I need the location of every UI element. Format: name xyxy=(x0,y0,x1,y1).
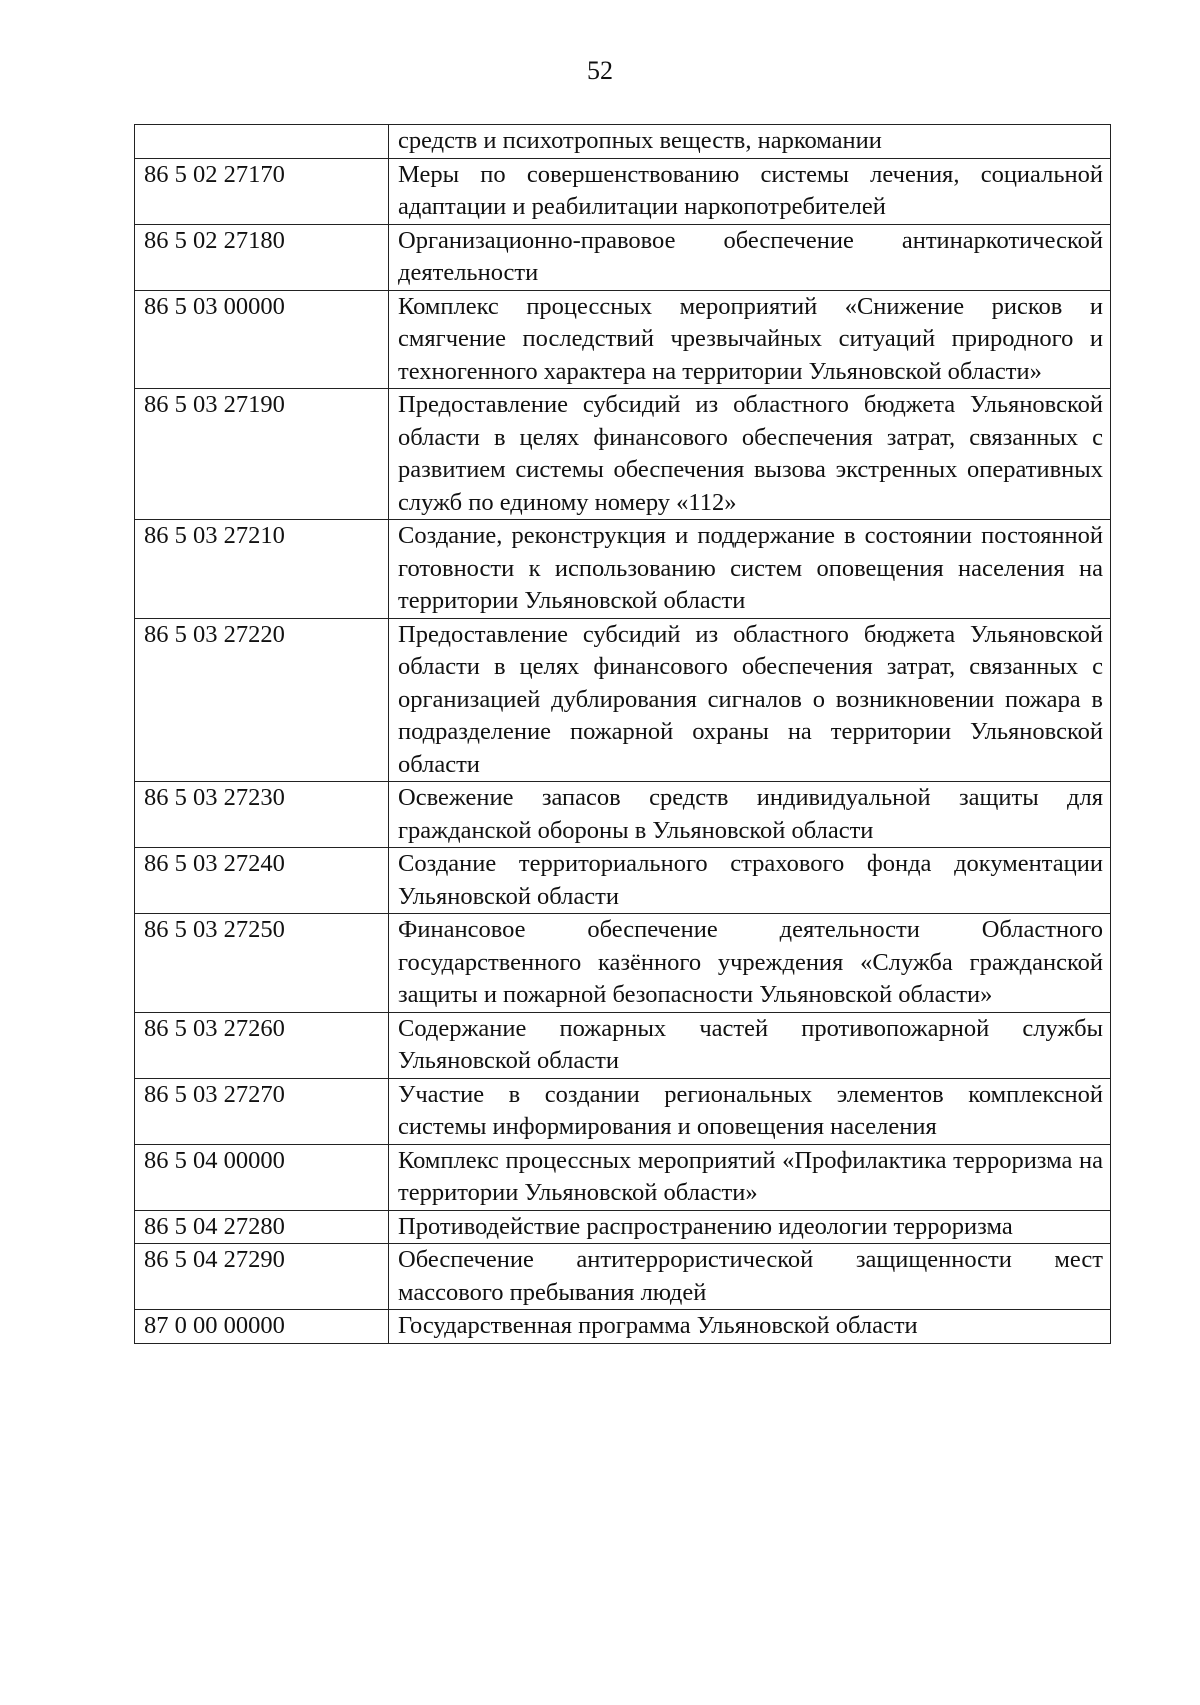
table-row xyxy=(135,125,1111,159)
code-cell: 86 5 02 27180 xyxy=(135,224,389,290)
table-row xyxy=(135,389,1111,520)
code-cell: 86 5 03 27260 xyxy=(135,1012,389,1078)
description-cell: Обеспечение антитеррористической защищенности мест массового пребывания людей xyxy=(389,1244,1111,1310)
table-row xyxy=(135,1210,1111,1244)
table-row xyxy=(135,618,1111,782)
code-cell: 86 5 03 27230 xyxy=(135,782,389,848)
code-cell: 86 5 03 27210 xyxy=(135,520,389,619)
code-cell: 86 5 03 00000 xyxy=(135,290,389,389)
description-cell: Финансовое обеспечение деятельности Областного государственного казённого учреждения «Служба гражданской защиты и пожарной безопасности Ульяновской области» xyxy=(389,914,1111,1013)
description-cell: Содержание пожарных частей противопожарной службы Ульяновской области xyxy=(389,1012,1111,1078)
description-cell: Освежение запасов средств индивидуальной защиты для гражданской обороны в Ульяновской области xyxy=(389,782,1111,848)
table-row xyxy=(135,520,1111,619)
table-row xyxy=(135,914,1111,1013)
code-cell xyxy=(135,125,389,159)
description-cell: Организационно-правовое обеспечение антинаркотической деятельности xyxy=(389,224,1111,290)
code-cell: 86 5 04 27280 xyxy=(135,1210,389,1244)
code-cell: 86 5 03 27190 xyxy=(135,389,389,520)
description-cell: Противодействие распространению идеологии терроризма xyxy=(389,1210,1111,1244)
budget-classification-table xyxy=(134,124,1111,1344)
description-cell: Предоставление субсидий из областного бюджета Ульяновской области в целях финансового обеспечения затрат, связанных с развитием системы обеспечения вызова экстренных оперативных служб по единому номеру «112» xyxy=(389,389,1111,520)
code-cell: 86 5 03 27240 xyxy=(135,848,389,914)
description-cell: Комплекс процессных мероприятий «Профилактика терроризма на территории Ульяновской области» xyxy=(389,1144,1111,1210)
code-cell: 86 5 03 27250 xyxy=(135,914,389,1013)
page-number: 52 xyxy=(587,56,613,85)
description-cell: Создание территориального страхового фонда документации Ульяновской области xyxy=(389,848,1111,914)
table-row xyxy=(135,782,1111,848)
table-row xyxy=(135,1012,1111,1078)
code-cell: 86 5 04 00000 xyxy=(135,1144,389,1210)
table-row xyxy=(135,290,1111,389)
table-row xyxy=(135,224,1111,290)
description-cell: Государственная программа Ульяновской области xyxy=(389,1310,1111,1344)
table-row xyxy=(135,1078,1111,1144)
code-cell: 86 5 03 27270 xyxy=(135,1078,389,1144)
description-cell: средств и психотропных веществ, наркомании xyxy=(389,125,1111,159)
code-cell: 86 5 02 27170 xyxy=(135,158,389,224)
description-cell: Участие в создании региональных элементов комплексной системы информирования и оповещения населения xyxy=(389,1078,1111,1144)
code-cell: 87 0 00 00000 xyxy=(135,1310,389,1344)
table-row xyxy=(135,1144,1111,1210)
description-cell: Комплекс процессных мероприятий «Снижение рисков и смягчение последствий чрезвычайных ситуаций природного и техногенного характера на территории Ульяновской области» xyxy=(389,290,1111,389)
table-row xyxy=(135,1310,1111,1344)
table-row xyxy=(135,848,1111,914)
table-row xyxy=(135,158,1111,224)
description-cell: Предоставление субсидий из областного бюджета Ульяновской области в целях финансового обеспечения затрат, связанных с организацией дублирования сигналов о возникновении пожара в подразделение пожарной охраны на территории Ульяновской области xyxy=(389,618,1111,782)
code-cell: 86 5 04 27290 xyxy=(135,1244,389,1310)
table-row xyxy=(135,1244,1111,1310)
description-cell: Меры по совершенствованию системы лечения, социальной адаптации и реабилитации наркопотребителей xyxy=(389,158,1111,224)
description-cell: Создание, реконструкция и поддержание в состоянии постоянной готовности к использованию систем оповещения населения на территории Ульяновской области xyxy=(389,520,1111,619)
code-cell: 86 5 03 27220 xyxy=(135,618,389,782)
